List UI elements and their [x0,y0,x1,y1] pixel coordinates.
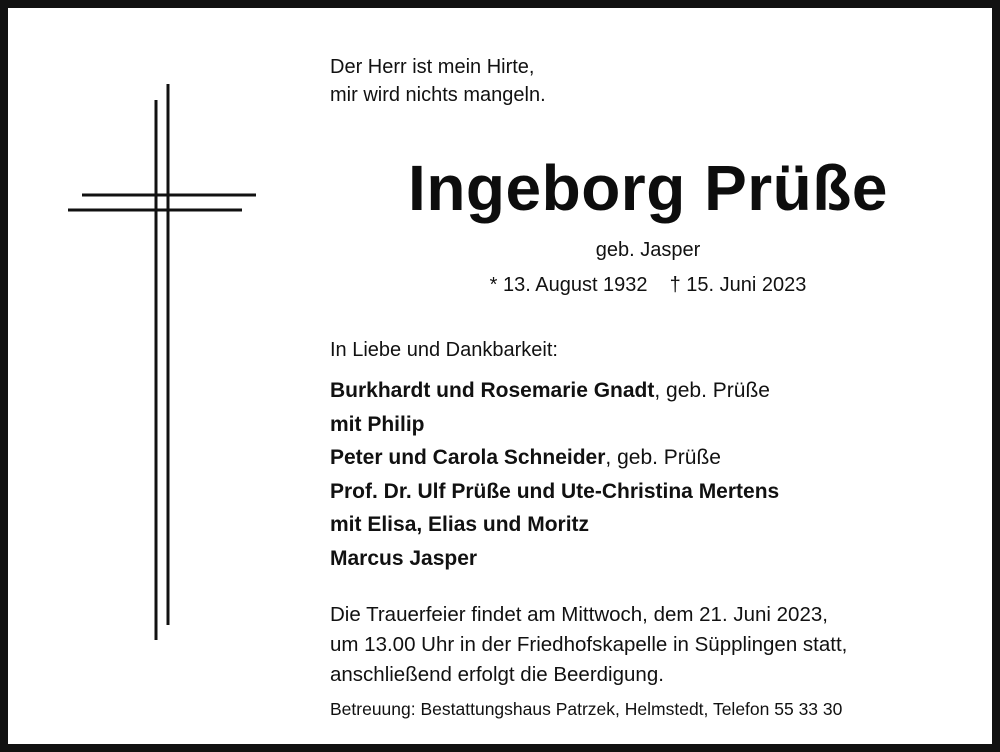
life-dates [298,271,998,299]
birth-name: geb. Jasper [595,239,701,261]
family-names: mit Philip [330,412,425,436]
deceased-name: Ingeborg Prüße [408,152,888,224]
family-names: Peter und Carola Schneider [330,446,606,469]
family-names: Burkhardt und Rosemarie Gnadt [330,379,655,402]
family-line [330,408,779,442]
family-line [330,441,779,475]
family-note: , geb. Prüße [605,446,721,469]
family-line [330,542,779,576]
funeral-line: um 13.00 Uhr in der Friedhofskapelle in Süpplingen statt, [330,633,848,656]
family-list [330,374,779,575]
family-names: Prof. Dr. Ulf Prüße und Ute-Christina Mertens [330,479,780,503]
verse-line: Der Herr ist mein Hirte, [330,56,535,78]
birth-date: * 13. August 1932 [489,274,648,296]
cross-icon [64,80,260,640]
death-date: † 15. Juni 2023 [669,274,807,296]
funeral-info [330,600,847,690]
funeral-line: Die Trauerfeier findet am Mittwoch, dem 21. Juni 2023, [330,603,828,626]
funeral-home-contact: Betreuung: Bestattungshaus Patrzek, Helmstedt, Telefon 55 33 30 [330,699,843,719]
family-line [330,374,779,408]
verse-line: mir wird nichts mangeln. [330,84,546,106]
bible-verse [330,53,546,109]
family-line [330,508,779,542]
family-line [330,475,779,509]
family-note: , geb. Prüße [654,379,770,402]
family-names: mit Elisa, Elias und Moritz [330,513,590,536]
family-names: Marcus Jasper [330,546,478,570]
thanks-intro: In Liebe und Dankbarkeit: [330,339,558,361]
funeral-line: anschließend erfolgt die Beerdigung. [330,663,664,686]
